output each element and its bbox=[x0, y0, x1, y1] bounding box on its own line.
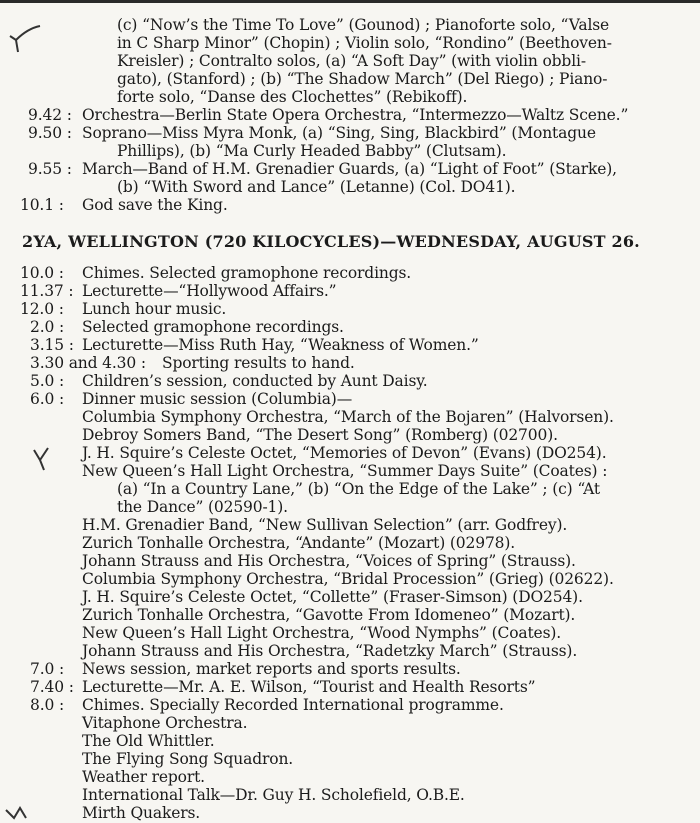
schedule-text: Columbia Symphony Orchestra, “Bridal Procession” (Grieg) (02622). bbox=[82, 570, 614, 588]
entry-time: 10.1 : bbox=[20, 196, 64, 214]
continuation-line: in C Sharp Minor” (Chopin) ; Violin solo, “Rondino” (Beethoven- bbox=[117, 34, 612, 52]
entry-time: 9.55 : bbox=[28, 160, 72, 178]
schedule-text: Lecturette—Mr. A. E. Wilson, “Tourist and Health Resorts” bbox=[82, 678, 536, 696]
margin-corner-mark-icon bbox=[4, 802, 34, 822]
schedule-text: The Flying Song Squadron. bbox=[82, 750, 294, 768]
schedule-time: 6.0 : bbox=[30, 390, 65, 408]
schedule-text: Chimes. Selected gramophone recordings. bbox=[82, 264, 412, 282]
schedule-time: 8.0 : bbox=[30, 696, 65, 714]
schedule-text: J. H. Squire’s Celeste Octet, “Collette” (Fraser-Simson) (DO254). bbox=[82, 588, 583, 606]
schedule-text: Johann Strauss and His Orchestra, “Voices of Spring” (Strauss). bbox=[82, 552, 576, 570]
top-rule bbox=[0, 0, 700, 3]
schedule-text: Johann Strauss and His Orchestra, “Radetzky March” (Strauss). bbox=[82, 642, 578, 660]
entry-text: (b) “With Sword and Lance” (Letanne) (Col. DO41). bbox=[117, 178, 516, 196]
schedule-time: 7.0 : bbox=[30, 660, 65, 678]
schedule-text: Children’s session, conducted by Aunt Daisy. bbox=[82, 372, 428, 390]
schedule-time: 12.0 : bbox=[20, 300, 64, 318]
schedule-time: 11.37 : bbox=[20, 282, 74, 300]
schedule-text: Vitaphone Orchestra. bbox=[82, 714, 248, 732]
continuation-line: forte solo, “Danse des Clochettes” (Rebikoff). bbox=[117, 88, 468, 106]
schedule-text: Chimes. Specially Recorded International programme. bbox=[82, 696, 504, 714]
schedule-text: Debroy Somers Band, “The Desert Song” (Romberg) (02700). bbox=[82, 426, 558, 444]
schedule-text: Zurich Tonhalle Orchestra, “Andante” (Mozart) (02978). bbox=[82, 534, 516, 552]
schedule-text: Columbia Symphony Orchestra, “March of the Bojaren” (Halvorsen). bbox=[82, 408, 614, 426]
schedule-text: Selected gramophone recordings. bbox=[82, 318, 344, 336]
continuation-line: Kreisler) ; Contralto solos, (a) “A Soft Day” (with violin obbli- bbox=[117, 52, 586, 70]
schedule-text: Weather report. bbox=[82, 768, 205, 786]
entry-text: Phillips), (b) “Ma Curly Headed Babby” (Clutsam). bbox=[117, 142, 507, 160]
schedule-time: 7.40 : bbox=[30, 678, 74, 696]
schedule-text: New Queen’s Hall Light Orchestra, “Summer Days Suite” (Coates) : bbox=[82, 462, 608, 480]
schedule-text: Lecturette—Miss Ruth Hay, “Weakness of Women.” bbox=[82, 336, 479, 354]
entry-text: Soprano—Miss Myra Monk, (a) “Sing, Sing, Blackbird” (Montague bbox=[82, 124, 596, 142]
schedule-text: International Talk—Dr. Guy H. Scholefield, O.B.E. bbox=[82, 786, 465, 804]
entry-text: God save the King. bbox=[82, 196, 228, 214]
schedule-text: Sporting results to hand. bbox=[162, 354, 355, 372]
schedule-text: Dinner music session (Columbia)— bbox=[82, 390, 353, 408]
schedule-text: (a) “In a Country Lane,” (b) “On the Edge of the Lake” ; (c) “At bbox=[117, 480, 600, 498]
entry-text: March—Band of H.M. Grenadier Guards, (a) “Light of Foot” (Starke), bbox=[82, 160, 617, 178]
schedule-text: the Dance” (02590-1). bbox=[117, 498, 288, 516]
schedule-time: 10.0 : bbox=[20, 264, 64, 282]
schedule-text: Zurich Tonhalle Orchestra, “Gavotte From Idomeneo” (Mozart). bbox=[82, 606, 576, 624]
continuation-line: gato), (Stanford) ; (b) “The Shadow March” (Del Riego) ; Piano- bbox=[117, 70, 608, 88]
schedule-time: 3.15 : bbox=[30, 336, 74, 354]
schedule-text: H.M. Grenadier Band, “New Sullivan Selection” (arr. Godfrey). bbox=[82, 516, 568, 534]
station-heading: 2YA, WELLINGTON (720 KILOCYCLES)—WEDNESDAY, AUGUST 26. bbox=[22, 232, 640, 251]
schedule-text: Mirth Quakers. bbox=[82, 804, 201, 822]
schedule-text: News session, market reports and sports results. bbox=[82, 660, 461, 678]
continuation-line: (c) “Now’s the Time To Love” (Gounod) ; Pianoforte solo, “Valse bbox=[117, 16, 610, 34]
entry-time: 9.42 : bbox=[28, 106, 72, 124]
schedule-text: Lecturette—“Hollywood Affairs.” bbox=[82, 282, 337, 300]
schedule-time: 5.0 : bbox=[30, 372, 65, 390]
schedule-text: Lunch hour music. bbox=[82, 300, 227, 318]
schedule-text: J. H. Squire’s Celeste Octet, “Memories of Devon” (Evans) (DO254). bbox=[82, 444, 607, 462]
schedule-time: 2.0 : bbox=[30, 318, 65, 336]
entry-time: 9.50 : bbox=[28, 124, 72, 142]
margin-tick-mark-icon bbox=[28, 440, 58, 480]
schedule-text: The Old Whittler. bbox=[82, 732, 215, 750]
margin-pencil-mark-icon bbox=[4, 22, 44, 58]
schedule-text: New Queen’s Hall Light Orchestra, “Wood Nymphs” (Coates). bbox=[82, 624, 562, 642]
entry-text: Orchestra—Berlin State Opera Orchestra, “Intermezzo—Waltz Scene.” bbox=[82, 106, 629, 124]
schedule-time: 3.30 and 4.30 : bbox=[30, 354, 146, 372]
